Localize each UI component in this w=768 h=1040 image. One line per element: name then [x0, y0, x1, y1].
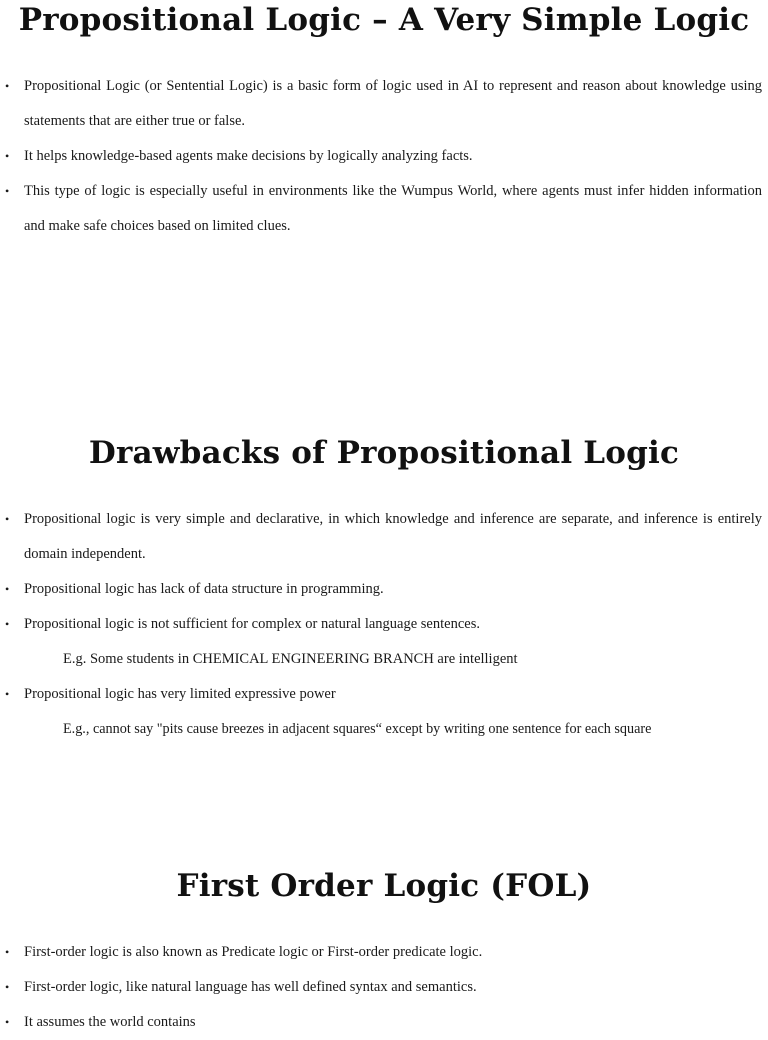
bullet-icon: •: [5, 184, 10, 198]
list-item: [0, 607, 768, 642]
list-item: [0, 139, 768, 174]
list-item: [0, 572, 768, 607]
bullet-icon: •: [5, 1015, 10, 1029]
bullet-icon: •: [5, 79, 10, 93]
section-propositional-logic: [0, 2, 768, 244]
list-item-text: Propositional Logic (or Sentential Logic) is a basic form of logic used in AI to represent and reason about knowledge using statements that are either true or false.: [24, 78, 762, 129]
list-item-text: First-order logic, like natural language has well defined syntax and semantics.: [24, 979, 477, 995]
list-item-text: It helps knowledge-based agents make decisions by logically analyzing facts.: [24, 148, 473, 164]
section-title: Propositional Logic – A Very Simple Logic: [18, 2, 750, 38]
section-title: Drawbacks of Propositional Logic: [88, 435, 680, 471]
list-item-text: Propositional logic is very simple and declarative, in which knowledge and inference are separate, and inference is entirely domain independent.: [24, 511, 762, 562]
list-item-text: First-order logic is also known as Predicate logic or First-order predicate logic.: [24, 944, 483, 960]
list-item: [0, 970, 768, 1005]
section-title: First Order Logic (FOL): [176, 868, 592, 904]
section-drawbacks: [0, 435, 768, 747]
list-item: [0, 69, 768, 139]
list-item: [0, 1005, 768, 1040]
bullet-icon: •: [5, 980, 10, 994]
bullet-icon: •: [5, 149, 10, 163]
list-item-text: Propositional logic is not sufficient for complex or natural language sentences.: [24, 616, 480, 632]
list-item: [0, 502, 768, 572]
bullet-list: [0, 502, 768, 642]
list-item: [0, 935, 768, 970]
list-item-text: Propositional logic has very limited expressive power: [24, 686, 336, 702]
bullet-list: [0, 935, 768, 1040]
bullet-icon: •: [5, 582, 10, 596]
list-item-text: This type of logic is especially useful in environments like the Wumpus World, where agents must infer hidden information and make safe choices based on limited clues.: [24, 183, 762, 234]
bullet-icon: •: [5, 617, 10, 631]
example-text: E.g. Some students in CHEMICAL ENGINEERING BRANCH are intelligent: [63, 651, 518, 667]
bullet-icon: •: [5, 512, 10, 526]
bullet-icon: •: [5, 945, 10, 959]
section-first-order-logic: [0, 868, 768, 1040]
bullet-icon: •: [5, 687, 10, 701]
list-item: [0, 677, 768, 712]
bullet-list: [0, 677, 768, 712]
list-item-text: Propositional logic has lack of data structure in programming.: [24, 581, 384, 597]
list-item: [0, 174, 768, 244]
example-text: E.g., cannot say "pits cause breezes in adjacent squares“ except by writing one sentence for each square: [63, 721, 652, 737]
bullet-list: [0, 69, 768, 244]
list-item-text: It assumes the world contains: [24, 1014, 196, 1030]
